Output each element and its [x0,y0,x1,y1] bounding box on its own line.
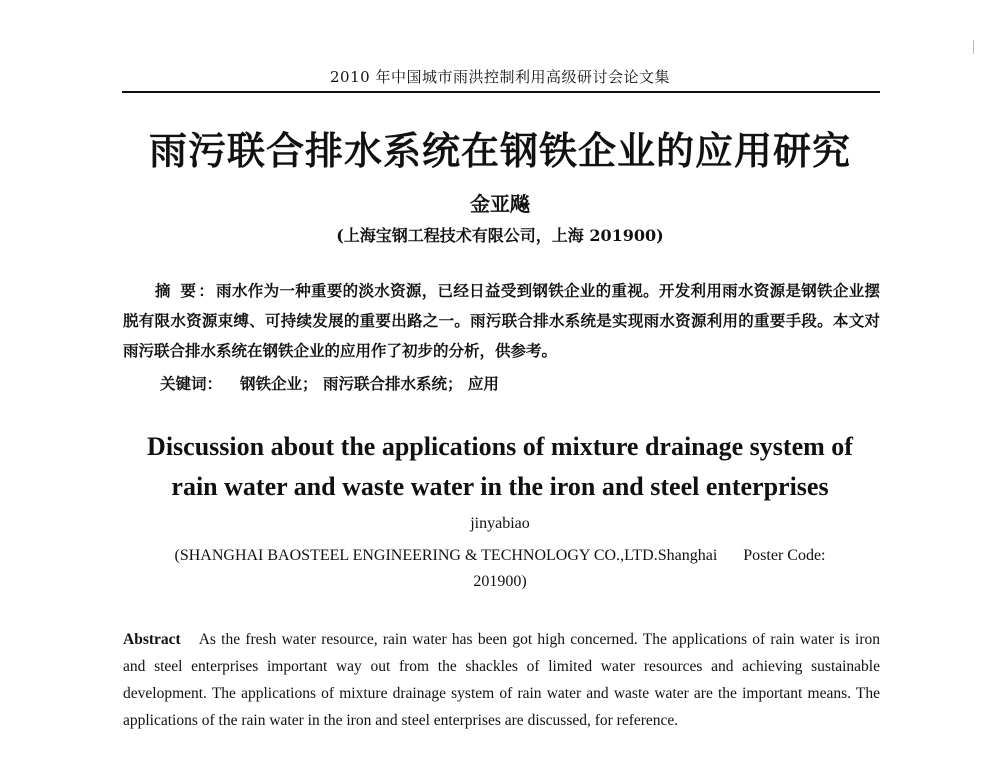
running-header: 2010 年中国城市雨洪控制利用高级研讨会论文集 [330,68,670,86]
abstract-text-chinese: 雨水作为一种重要的淡水资源，已经日益受到钢铁企业的重视。开发利用雨水资源是钢铁企业摆脱有限水资源束缚、可持续发展的重要出路之一。雨污联合排水系统是实现雨水资源利用的重要手段。本文对雨污联合排水系统在钢铁企业的应用作了初步的分析，供参考。 [123,281,880,360]
keyword-item: 钢铁企业； [240,374,318,393]
affiliation-english-line-1: (SHANGHAI BAOSTEEL ENGINEERING & TECHNOLOGY CO.,LTD.Shanghai [174,547,718,564]
abstract-text-english: As the fresh water resource, rain water has been got high concerned. The applications of rain water is iron and steel enterprises important way out from the shackles of limited water resources and achieving sustainable development. The applications of mixture drainage system of rain water and waste water are the important means. The applications of the rain water in the iron and steel enterprises are discussed, for reference. [123,631,880,729]
affiliation-english [110,543,890,595]
affiliation-english-line-2: 201900) [473,573,527,590]
author-name-english: jinyabiao [470,515,530,532]
author-name-chinese: 金亚飚 [470,192,530,216]
keywords-chinese [160,372,880,394]
abstract-label-chinese: 摘 要： [155,281,217,300]
poster-code-label: Poster Code: [743,547,826,564]
keywords-label-chinese: 关键词： [160,374,223,393]
abstract-label-english: Abstract [123,631,181,648]
affiliation-chinese: (上海宝钢工程技术有限公司，上海 201900) [336,226,664,245]
keyword-item: 应用 [467,374,499,393]
scan-edge-mark [973,40,974,54]
abstract-chinese [123,276,880,366]
paper-title-english [110,427,890,507]
title-english-line-2: rain water and waste water in the iron and steel enterprises [171,472,829,501]
keyword-item: 雨污联合排水系统； [322,374,463,393]
title-english-line-1: Discussion about the applications of mixture drainage system of [147,432,853,461]
paper-title-chinese: 雨污联合排水系统在钢铁企业的应用研究 [148,129,851,173]
header-rule [122,91,880,93]
abstract-english [123,626,880,734]
